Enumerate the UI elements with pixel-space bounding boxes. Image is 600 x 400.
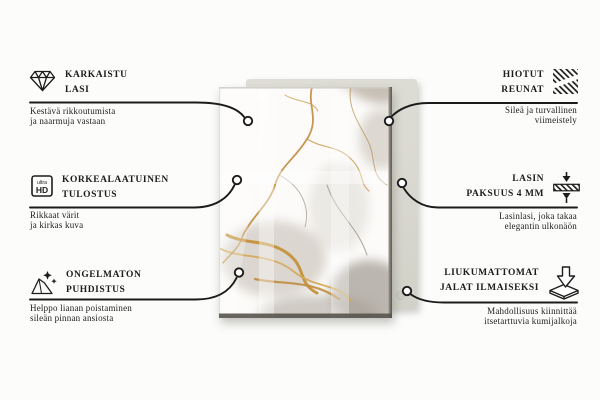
diamond-icon <box>29 70 56 92</box>
feature-description: Rikkaat värit ja kirkas kuva <box>30 210 84 230</box>
feature-description: Kestävä rikkoutumista ja naarmuja vastaan <box>30 106 116 126</box>
anti-slip-feet-icon <box>548 266 579 300</box>
cleaning-sparkle-icon <box>29 270 57 296</box>
feature-anti-slip-feet <box>440 266 579 300</box>
feature-title: HIOTUT REUNAT <box>501 70 544 95</box>
feature-description: Lasinlasi, joka takaa elegantin ulkonäön <box>499 211 577 231</box>
marble-texture <box>219 87 392 318</box>
feature-tempered-glass <box>29 68 128 97</box>
feature-title: ONGELMATON PUHDISTUS <box>66 270 142 295</box>
polished-edges-icon <box>553 69 578 94</box>
feature-title: KARKAISTU LASI <box>65 70 128 95</box>
svg-text:HD: HD <box>35 185 49 195</box>
feature-high-quality-print <box>31 173 169 202</box>
panel-hole <box>396 291 405 300</box>
feature-easy-cleaning <box>29 268 141 297</box>
feature-title: LASIN PAKSUUS 4 MM <box>466 174 544 199</box>
glass-thickness-icon <box>553 172 580 203</box>
feature-description: Sileä ja turvallinen viimeistely <box>505 105 577 125</box>
feature-title: KORKEALAATUINEN TULOSTUS <box>62 175 169 200</box>
feature-description: Helppo lianan poistaminen sileän pinnan ansiosta <box>30 303 132 323</box>
feature-polished-edges <box>501 68 578 97</box>
feature-description: Mahdollisuus kiinnittää itsetarttuvia kumijalkoja <box>484 306 577 326</box>
svg-text:ultra: ultra <box>36 180 48 186</box>
feature-glass-thickness <box>466 172 580 203</box>
marble-glass-board <box>219 87 392 318</box>
feature-title: LIUKUMATTOMAT JALAT ILMAISEKSI <box>440 268 539 293</box>
ultra-hd-icon <box>31 175 53 197</box>
